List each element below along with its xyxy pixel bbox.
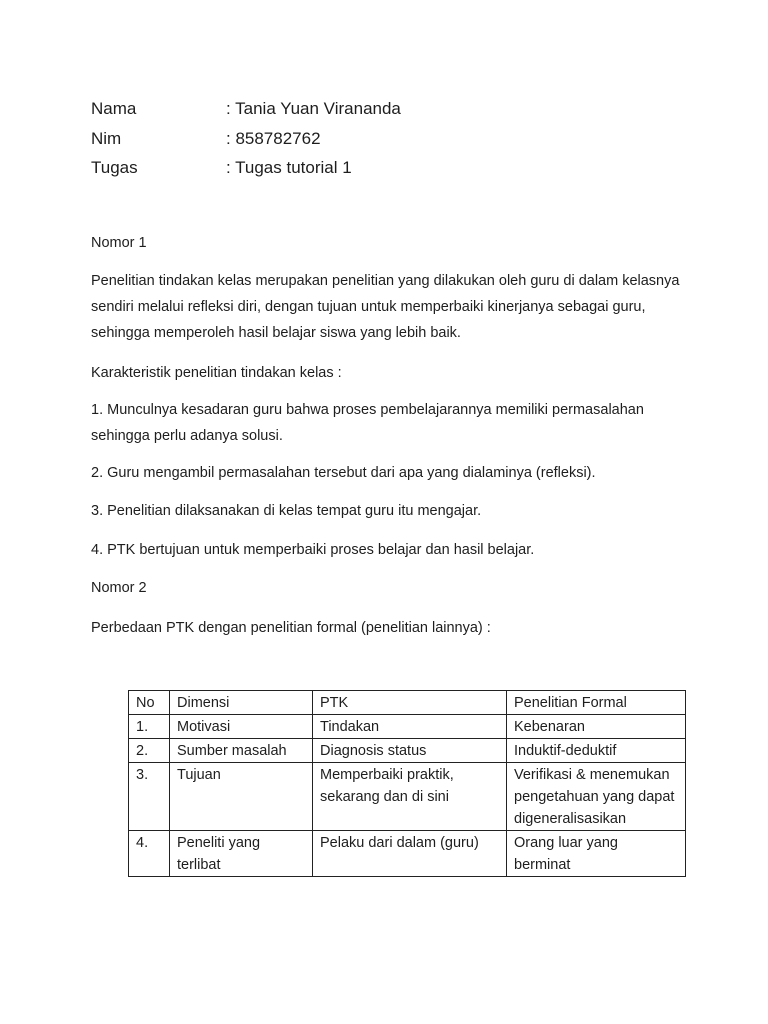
comparison-table-wrapper bbox=[128, 690, 685, 877]
nim-label: Nim bbox=[91, 128, 122, 148]
table-row bbox=[129, 739, 686, 763]
table-cell: Induktif-deduktif bbox=[507, 739, 686, 763]
table-row bbox=[129, 763, 686, 831]
section2-heading: Nomor 2 bbox=[91, 580, 147, 596]
comparison-table bbox=[128, 690, 686, 877]
table-row bbox=[129, 831, 686, 877]
characteristics-title: Karakteristik penelitian tindakan kelas : bbox=[91, 365, 342, 381]
section2-intro: Perbedaan PTK dengan penelitian formal (penelitian lainnya) : bbox=[91, 620, 491, 636]
section1-paragraph: Penelitian tindakan kelas merupakan penelitian yang dilakukan oleh guru di dalam kelasnya sendiri melalui refleksi diri, dengan tujuan untuk memperbaiki kinerjanya sebagai guru, sehingga memperoleh hasil belajar siswa yang lebih baik. bbox=[91, 273, 680, 341]
characteristic-item-2: 2. Guru mengambil permasalahan tersebut dari apa yang dialaminya (refleksi). bbox=[91, 465, 596, 481]
student-info bbox=[91, 94, 691, 183]
task-row bbox=[91, 153, 691, 183]
characteristic-item-3: 3. Penelitian dilaksanakan di kelas tempat guru itu mengajar. bbox=[91, 503, 482, 519]
header-no: No bbox=[129, 691, 170, 715]
name-label: Nama bbox=[91, 99, 137, 118]
table-cell: Orang luar yang berminat bbox=[507, 831, 686, 877]
table-cell: Kebenaran bbox=[507, 715, 686, 739]
name-value: : Tania Yuan Virananda bbox=[226, 99, 401, 118]
nim-row bbox=[91, 124, 691, 154]
table-cell: Memperbaiki praktik, sekarang dan di sini bbox=[313, 763, 507, 831]
table-row bbox=[129, 715, 686, 739]
name-row bbox=[91, 94, 691, 124]
table-cell: Motivasi bbox=[170, 715, 313, 739]
table-cell: Peneliti yang terlibat bbox=[170, 831, 313, 877]
header-dimensi: Dimensi bbox=[170, 691, 313, 715]
header-ptk: PTK bbox=[313, 691, 507, 715]
nim-value: : 858782762 bbox=[226, 128, 321, 148]
table-cell: 1. bbox=[129, 715, 170, 739]
table-header-row bbox=[129, 691, 686, 715]
table-cell: Verifikasi & menemukan pengetahuan yang dapat digeneralisasikan bbox=[507, 763, 686, 831]
characteristic-item-1: 1. Munculnya kesadaran guru bahwa proses pembelajarannya memiliki permasalahan sehingga perlu adanya solusi. bbox=[91, 402, 644, 444]
table-cell: 3. bbox=[129, 763, 170, 831]
table-cell: 4. bbox=[129, 831, 170, 877]
section1-heading: Nomor 1 bbox=[91, 235, 147, 251]
header-penelitian-formal: Penelitian Formal bbox=[507, 691, 686, 715]
table-cell: Diagnosis status bbox=[313, 739, 507, 763]
table-cell: Pelaku dari dalam (guru) bbox=[313, 831, 507, 877]
table-cell: Tujuan bbox=[170, 763, 313, 831]
characteristic-item-4: 4. PTK bertujuan untuk memperbaiki proses belajar dan hasil belajar. bbox=[91, 542, 535, 558]
table-cell: Sumber masalah bbox=[170, 739, 313, 763]
task-value: : Tugas tutorial 1 bbox=[226, 158, 352, 177]
table-cell: 2. bbox=[129, 739, 170, 763]
table-cell: Tindakan bbox=[313, 715, 507, 739]
task-label: Tugas bbox=[91, 158, 138, 177]
